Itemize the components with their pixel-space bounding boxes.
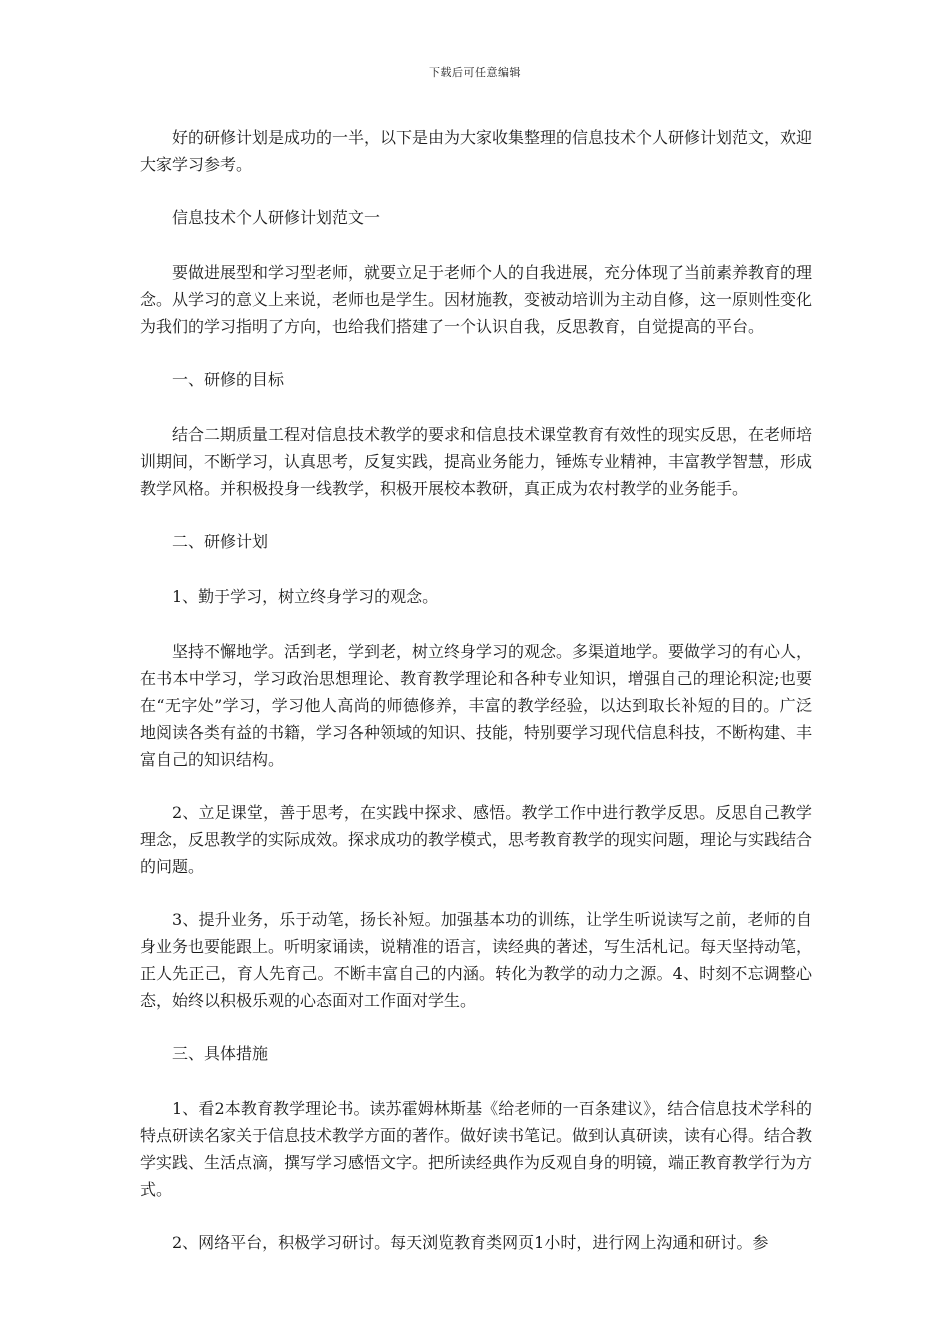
subheading-learning: 1、勤于学习，树立终身学习的观念。 bbox=[172, 587, 439, 606]
document-body bbox=[140, 124, 812, 1282]
heading-goals: 一、研修的目标 bbox=[172, 370, 285, 389]
body-paragraph: 1、看2本教育教学理论书。读苏霍姆林斯基《给老师的一百条建议》，结合信息技术学科的特点研读名家关于信息技术教学方面的著作。做好读书笔记。做到认真研读，读有心得。结合教学实践、生活点滴，撰写学习感悟文字。把所读经典作为反观自身的明镜，端正教育教学行为方式。 bbox=[140, 1099, 813, 1199]
heading-plan: 二、研修计划 bbox=[172, 532, 269, 551]
body-paragraph: 3、提升业务，乐于动笔，扬长补短。加强基本功的训练，让学生听说读写之前，老师的自身业务也要能跟上。听明家诵读，说精准的语言，读经典的著述，写生活札记。每天坚持动笔，正人先正己，育人先育己。不断丰富自己的内涵。转化为教学的动力之源。4、时刻不忘调整心态，始终以积极乐观的心态面对工作面对学生。 bbox=[140, 910, 813, 1010]
body-paragraph: 要做进展型和学习型老师，就要立足于老师个人的自我进展，充分体现了当前素养教育的理念。从学习的意义上来说，老师也是学生。因材施教，变被动培训为主动自修，这一原则性变化为我们的学习指明了方向，也给我们搭建了一个认识自我，反思教育，自觉提高的平台。 bbox=[140, 263, 813, 336]
heading-measures: 三、具体措施 bbox=[172, 1044, 269, 1063]
body-paragraph: 2、立足课堂，善于思考，在实践中探求、感悟。教学工作中进行教学反思。反思自己教学理念，反思教学的实际成效。探求成功的教学模式，思考教育教学的现实问题，理论与实践结合的问题。 bbox=[140, 803, 813, 876]
page-header: 下载后可任意编辑 bbox=[429, 66, 521, 79]
intro-paragraph: 好的研修计划是成功的一半，以下是由为大家收集整理的信息技术个人研修计划范文，欢迎大家学习参考。 bbox=[140, 128, 813, 174]
section-title: 信息技术个人研修计划范文一 bbox=[172, 208, 381, 227]
body-paragraph: 结合二期质量工程对信息技术教学的要求和信息技术课堂教育有效性的现实反思，在老师培训期间，不断学习，认真思考，反复实践，提高业务能力，锤炼专业精神，丰富教学智慧，形成教学风格。并积极投身一线教学，积极开展校本教研，真正成为农村教学的业务能手。 bbox=[140, 425, 813, 498]
body-paragraph: 坚持不懈地学。活到老，学到老，树立终身学习的观念。多渠道地学。要做学习的有心人，在书本中学习，学习政治思想理论、教育教学理论和各种专业知识，增强自己的理论积淀;也要在“无字处”学习，学习他人高尚的师德修养，丰富的教学经验，以达到取长补短的目的。广泛地阅读各类有益的书籍，学习各种领域的知识、技能，特别要学习现代信息科技，不断构建、丰富自己的知识结构。 bbox=[140, 642, 813, 769]
body-paragraph: 2、网络平台，积极学习研讨。每天浏览教育类网页1小时，进行网上沟通和研讨。参 bbox=[172, 1233, 769, 1252]
